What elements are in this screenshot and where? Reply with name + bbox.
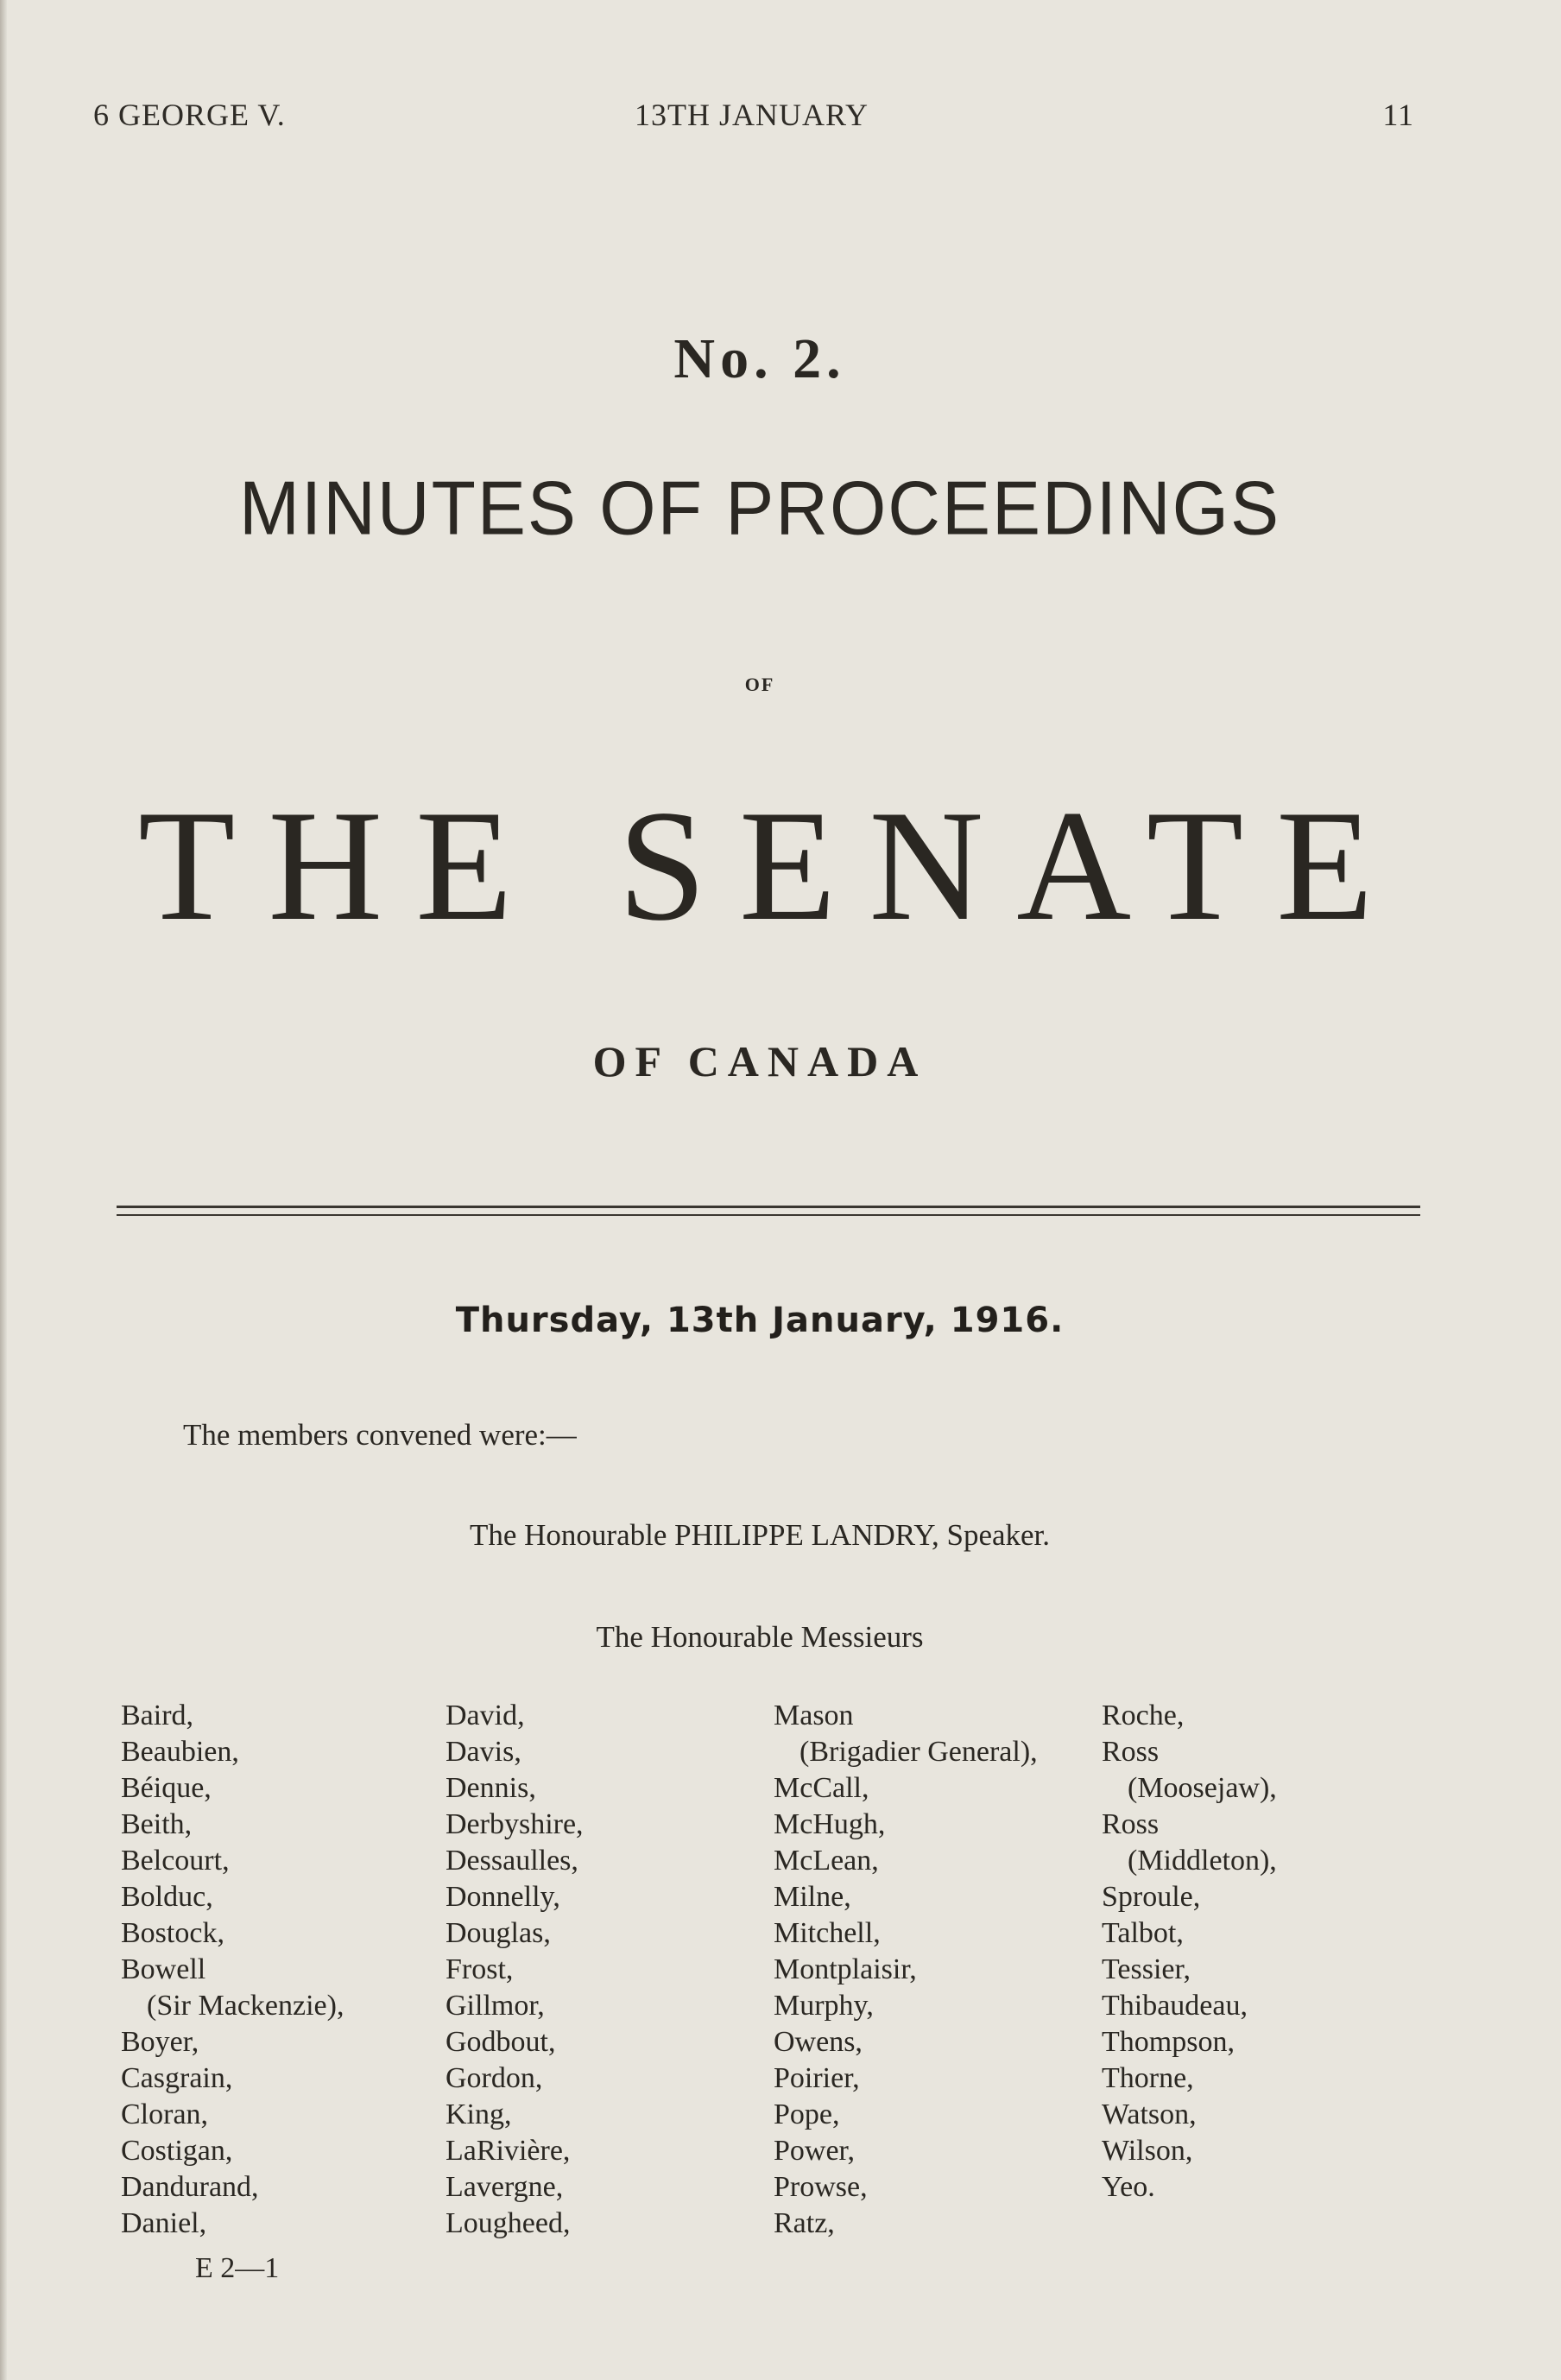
member-name: Daniel, [121,2207,207,2239]
members-column-4 [1102,1698,1277,2206]
member-name: Costigan, [121,2135,233,2167]
member-name-continued: (Brigadier General), [799,1736,1038,1768]
divider-rule-bottom [117,1214,1420,1216]
members-column-2 [446,1698,584,2242]
member-name-continued: (Sir Mackenzie), [147,1990,344,2022]
members-column-1 [121,1698,344,2242]
member-name-continued: (Moosejaw), [1128,1772,1277,1804]
member-name: Gordon, [446,2062,543,2094]
printer-signature-mark: E 2—1 [195,2252,280,2284]
member-name: Lougheed, [446,2207,571,2239]
member-name: Watson, [1102,2098,1197,2130]
member-name: Donnelly, [446,1881,560,1913]
member-name: Ratz, [774,2207,835,2239]
member-name: Murphy, [774,1990,874,2022]
title-of: OF [744,674,775,695]
member-name: Boyer, [121,2026,199,2058]
member-name: Thibaudeau, [1102,1990,1248,2022]
member-name: Wilson, [1102,2135,1193,2167]
header-date: 13TH JANUARY [635,98,869,132]
member-name: Mitchell, [774,1917,881,1949]
member-name: Beaubien, [121,1736,239,1768]
member-name: LaRivière, [446,2135,571,2167]
member-name: Montplaisir, [774,1953,917,1985]
member-name: Davis, [446,1736,521,1768]
title-senate: THE SENATE [138,777,1406,953]
member-name: Milne, [774,1881,851,1913]
member-name: Béique, [121,1772,212,1804]
issue-number: No. 2. [673,327,846,390]
member-name: Prowse, [774,2171,868,2203]
member-name: Derbyshire, [446,1808,584,1840]
member-name: McHugh, [774,1808,886,1840]
member-name: Baird, [121,1700,194,1731]
running-header [0,97,1561,140]
title-minutes: MINUTES OF PROCEEDINGS [238,465,1281,551]
header-page-number: 11 [1382,98,1414,132]
member-name: Thompson, [1102,2026,1235,2058]
member-name: McLean, [774,1845,879,1877]
member-name: Ross [1102,1808,1160,1840]
member-name: Roche, [1102,1700,1185,1731]
member-name: Power, [774,2135,856,2167]
member-name: Yeo. [1102,2171,1155,2203]
member-name: Dennis, [446,1772,536,1804]
member-name: Tessier, [1102,1953,1191,1985]
member-name: Talbot, [1102,1917,1184,1949]
member-name: Dessaulles, [446,1845,578,1877]
members-convened-text: The members convened were:— [183,1418,577,1452]
divider-rule-top [117,1206,1420,1208]
member-name: Bolduc, [121,1881,213,1913]
member-name: Cloran, [121,2098,209,2130]
member-name-continued: (Middleton), [1128,1845,1277,1877]
member-name: Gillmor, [446,1990,545,2022]
member-name: Pope, [774,2098,840,2130]
member-name: Sproule, [1102,1881,1201,1913]
members-list [0,1698,1561,2268]
member-name: Casgrain, [121,2062,233,2094]
member-name: Mason [774,1700,854,1731]
members-column-3 [774,1698,1038,2242]
member-name: Bostock, [121,1917,224,1949]
messieurs-heading: The Honourable Messieurs [596,1620,924,1654]
member-name: Ross [1102,1736,1160,1768]
member-name: Frost, [446,1953,514,1985]
header-regnal-year: 6 GEORGE V. [93,98,286,132]
member-name: Godbout, [446,2026,556,2058]
speaker-line: The Honourable PHILIPPE LANDRY, Speaker. [469,1518,1051,1552]
member-name: Thorne, [1102,2062,1194,2094]
member-name: Owens, [774,2026,863,2058]
member-name: Belcourt, [121,1845,230,1877]
title-of-canada: OF CANADA [592,1037,927,1086]
member-name: Lavergne, [446,2171,564,2203]
member-name: Beith, [121,1808,193,1840]
member-name: King, [446,2098,512,2130]
member-name: Poirier, [774,2062,860,2094]
sitting-date: Thursday, 13th January, 1916. [455,1301,1065,1340]
member-name: Douglas, [446,1917,551,1949]
member-name: McCall, [774,1772,869,1804]
member-name: Bowell [121,1953,206,1985]
member-name: Dandurand, [121,2171,259,2203]
member-name: David, [446,1700,525,1731]
